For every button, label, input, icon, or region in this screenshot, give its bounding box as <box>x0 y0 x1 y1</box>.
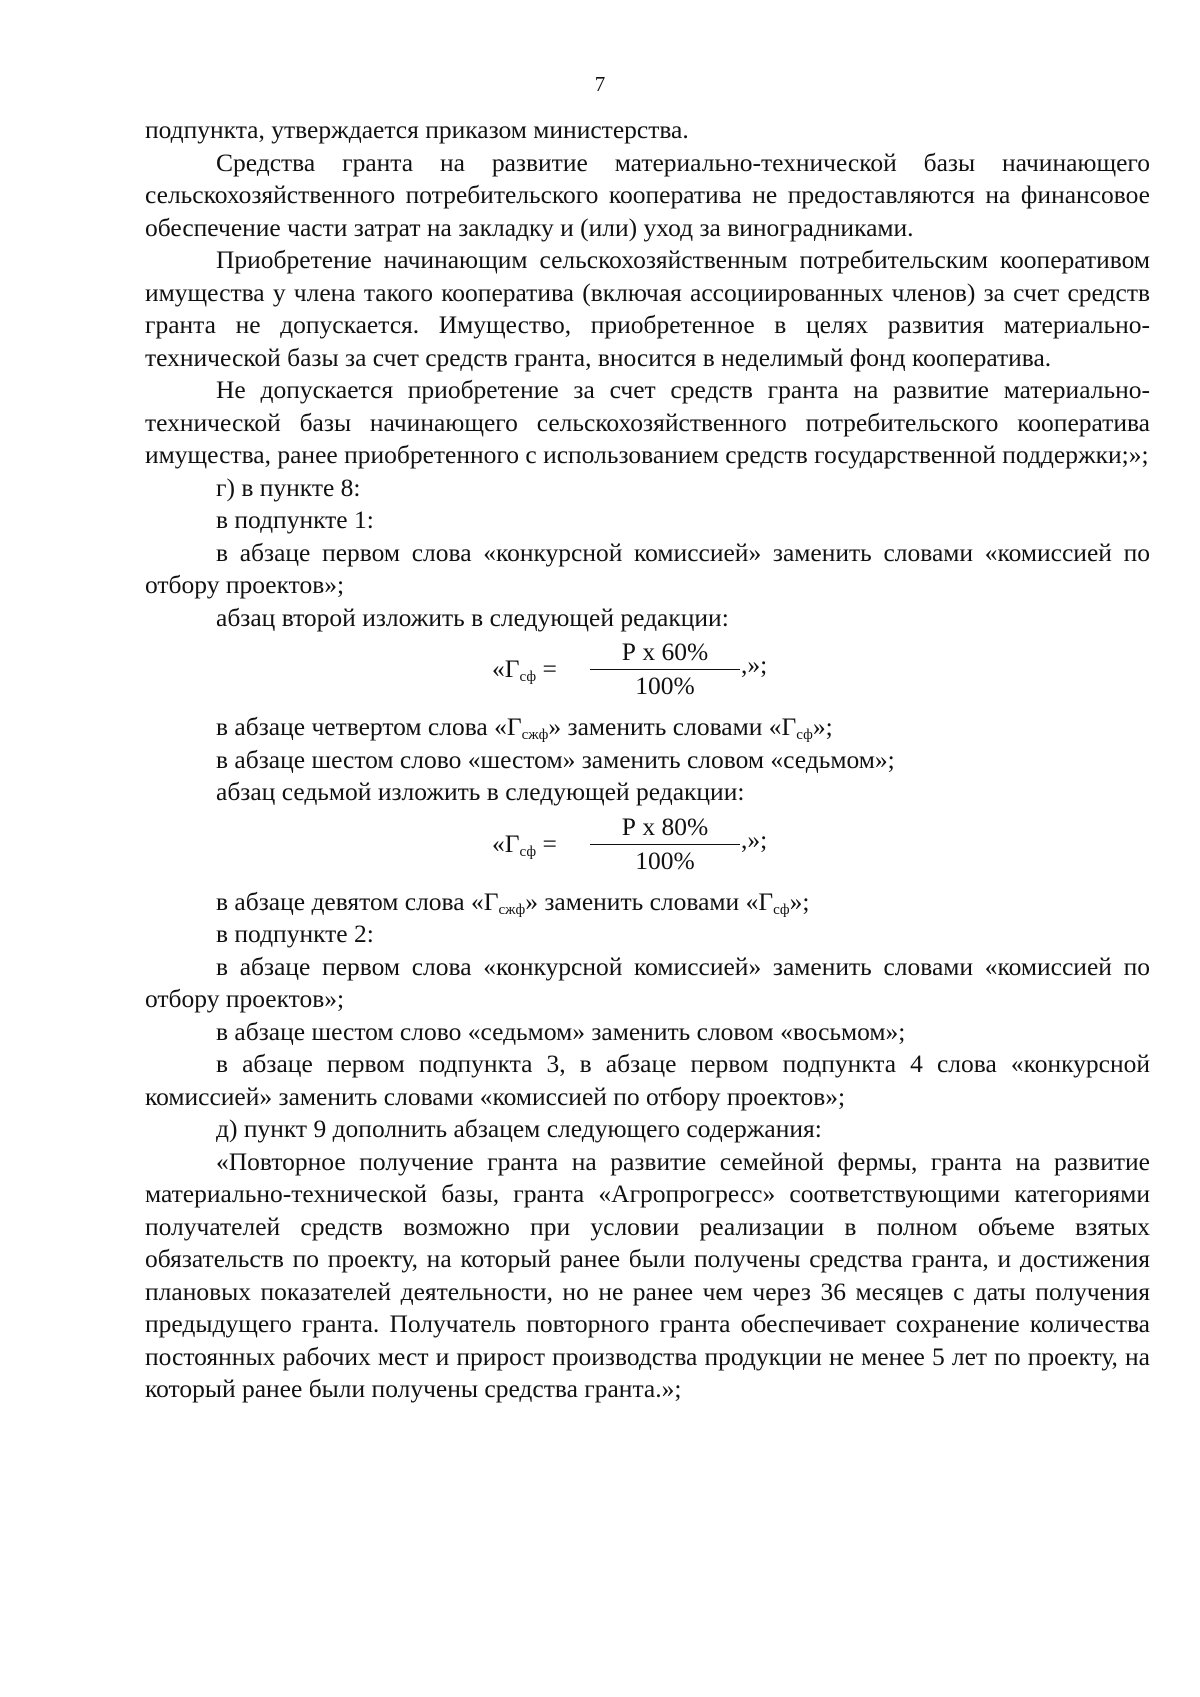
formula-numerator: Р х 80% <box>621 811 709 841</box>
paragraph-second-abzac: абзац второй изложить в следующей редакции: <box>216 602 729 632</box>
paragraph-sixth-abzac: в абзаце шестом слово «шестом» заменить словом «седьмом»; <box>216 744 895 774</box>
document-body <box>145 114 1150 1406</box>
fraction-bar <box>590 844 740 845</box>
paragraph-sixth-abzac-2: в абзаце шестом слово «седьмом» заменить словом «восьмом»; <box>216 1016 906 1046</box>
paragraph-replace-commission-2: в абзаце первом слова «конкурсной комиссией» заменить словами «комиссией по отбору проектов»; <box>145 951 1150 1013</box>
formula-tail: ,»; <box>741 650 768 679</box>
fraction-bar <box>590 669 740 670</box>
paragraph-subitem-1: в подпункте 1: <box>216 505 374 534</box>
paragraph-continuation: подпункта, утверждается приказом министерства. <box>145 115 689 144</box>
formula-fraction <box>590 812 740 876</box>
formula-fraction <box>590 637 740 701</box>
paragraph-repeat-grant: «Повторное получение гранта на развитие семейной фермы, гранта на развитие материально-технической базы, гранта «Агропрогресс» соответствующими категориями получателей средств возможно при условии реализации в полном объеме взятых обязательств по проекту, на который ранее были получены средства гранта, и достижения плановых показателей деятельности, но не ранее чем через 36 месяцев с даты получения предыдущего гранта. Получатель повторного гранта обеспечивает сохранение количества постоянных рабочих мест и прирост производства продукции не менее 5 лет по проекту, на который ранее были получены средства гранта.»; <box>145 1146 1150 1403</box>
formula-numerator: Р х 60% <box>621 637 709 666</box>
formula-lhs: «$Г_{сф}$ = <box>492 654 557 685</box>
formula-80-percent <box>145 812 1150 880</box>
paragraph-item-g: г) в пункте 8: <box>216 472 361 502</box>
paragraph-seventh-abzac: абзац седьмой изложить в следующей редакции: <box>216 777 745 806</box>
formula-denominator: 100% <box>635 671 695 700</box>
formula-lhs: «$Г_{сф}$ = <box>492 828 557 860</box>
paragraph-fourth-abzac: в абзаце четвертом слова «$Г_{сжф}$» заменить словами «$Г_{сф}$»; <box>216 712 833 743</box>
formula-tail: ,»; <box>741 824 768 854</box>
paragraph-replace-commission-1: в абзаце первом слова «конкурсной комиссией» заменить словами «комиссией по отбору проектов»; <box>145 537 1150 599</box>
page-number: 7 <box>594 72 606 96</box>
paragraph-property-acquisition: Приобретение начинающим сельскохозяйственным потребительским кооперативом имущества у члена такого кооператива (включая ассоциированных членов) за счет средств гранта не допускается. Имущество, приобретенное в целях развития материально-технической базы за счет средств гранта, вносится в неделимый фонд кооператива. <box>145 245 1150 372</box>
formula-60-percent <box>145 637 1150 705</box>
paragraph-item-d: д) пункт 9 дополнить абзацем следующего содержания: <box>216 1114 822 1143</box>
paragraph-subitem-2: в подпункте 2: <box>216 919 374 948</box>
paragraph-subitems-3-4: в абзаце первом подпункта 3, в абзаце первом подпункта 4 слова «конкурсной комиссией» заменить словами «комиссией по отбору проектов»; <box>145 1049 1150 1111</box>
paragraph-state-support-restriction: Не допускается приобретение за счет средств гранта на развитие материально-технической базы начинающего сельскохозяйственного потребительского кооператива имущества, ранее приобретенного с использованием средств государственной поддержки;»; <box>145 375 1150 469</box>
formula-denominator: 100% <box>635 845 695 875</box>
paragraph-grant-vineyards: Средства гранта на развитие материально-технической базы начинающего сельскохозяйственного потребительского кооператива не предоставляются на финансовое обеспечение части затрат на закладку и (или) уход за виноградниками. <box>145 147 1150 242</box>
paragraph-ninth-abzac: в абзаце девятом слова «$Г_{сжф}$» заменить словами «$Г_{сф}$»; <box>216 886 810 918</box>
